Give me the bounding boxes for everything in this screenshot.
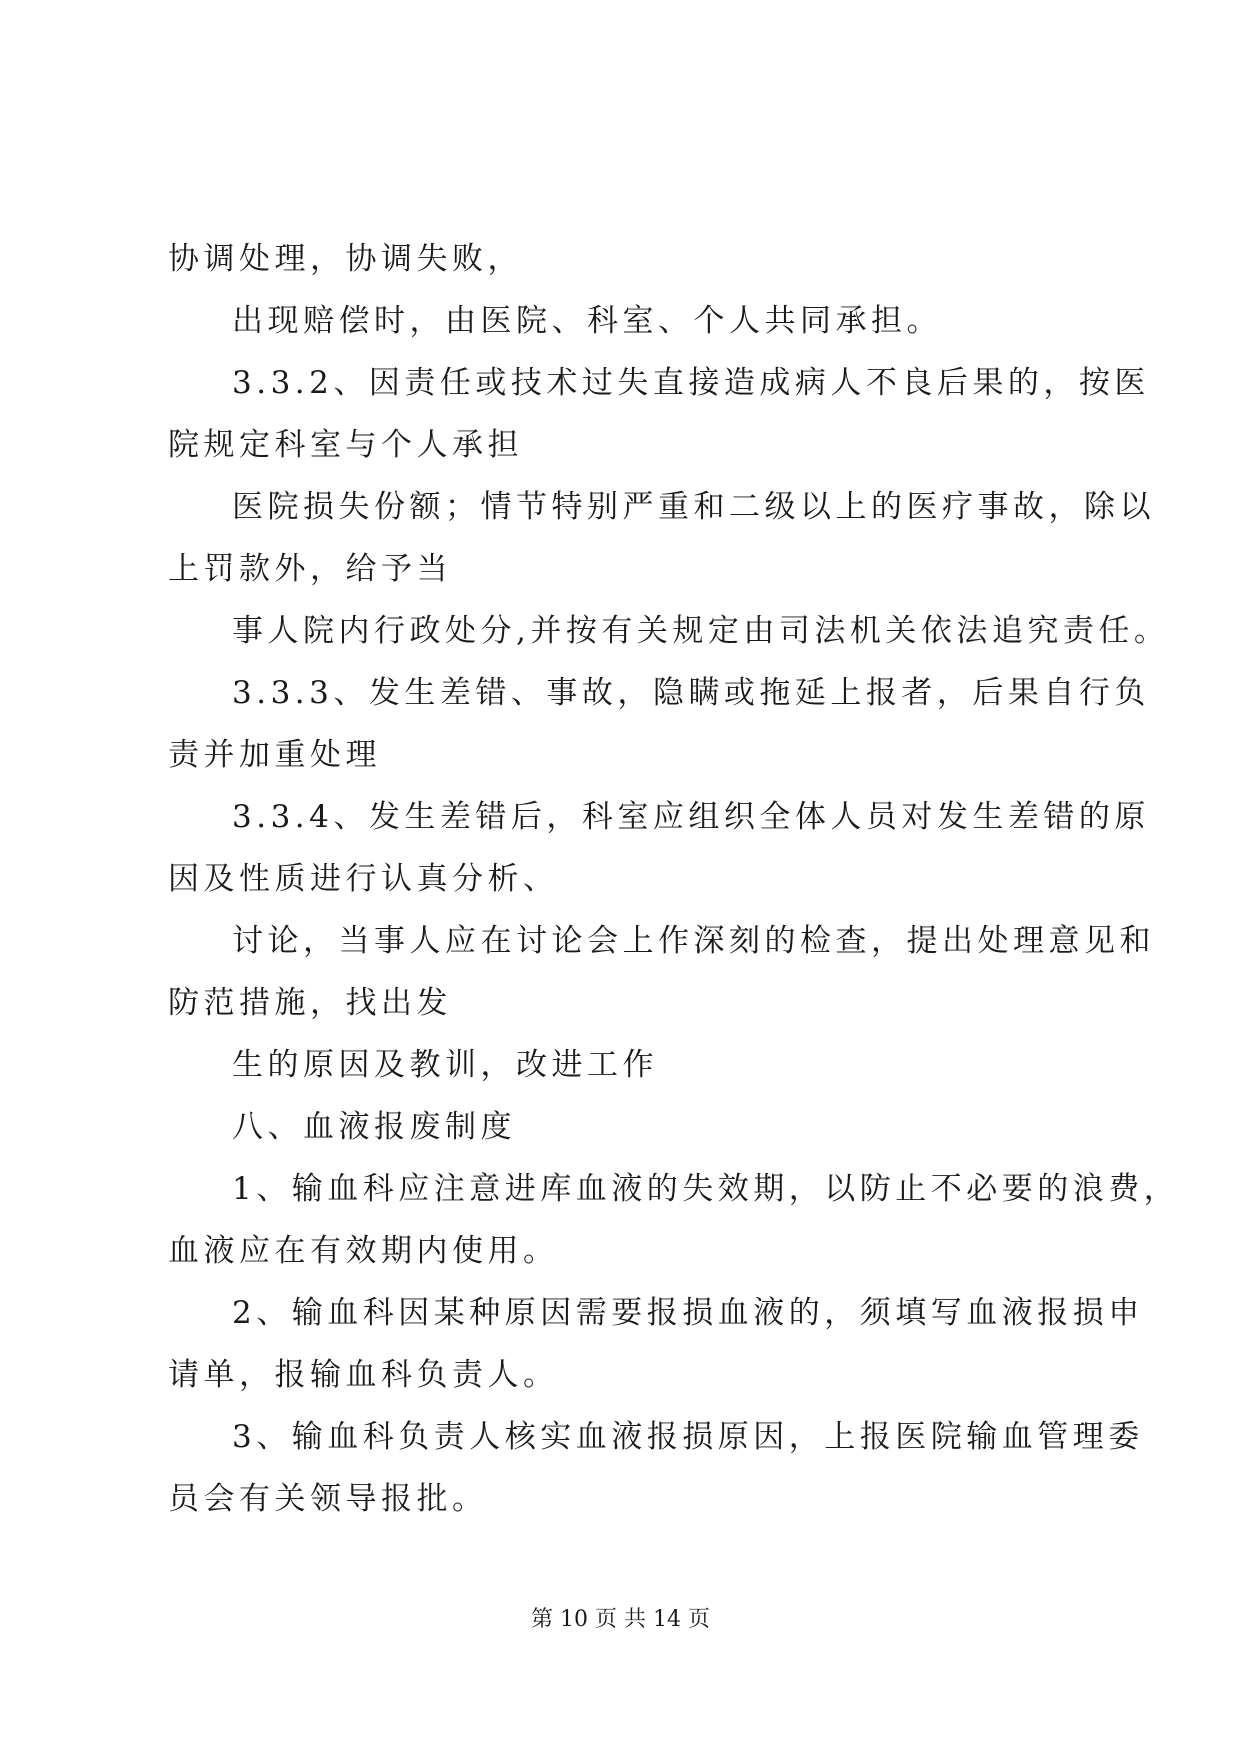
body-line: 防范措施，找出发 <box>168 985 452 1021</box>
body-line: 1、输血科应注意进库血液的失效期，以防止不必要的浪费， <box>232 1171 1180 1207</box>
body-line: 生的原因及教训，改进工作 <box>232 1047 658 1083</box>
body-line: 出现赔偿时，由医院、科室、个人共同承担。 <box>232 303 942 339</box>
body-line: 上罚款外，给予当 <box>168 551 452 587</box>
body-line: 2、输血科因某种原因需要报损血液的，须填写血液报损申 <box>232 1295 1144 1331</box>
body-line: 请单，报输血科负责人。 <box>168 1357 559 1393</box>
page-number-label: 第 10 页 共 14 页 <box>531 1607 710 1632</box>
body-line: 责并加重处理 <box>168 737 381 773</box>
section-heading: 八、血液报废制度 <box>232 1109 516 1145</box>
body-line: 3.3.4、发生差错后，科室应组织全体人员对发生差错的原 <box>232 799 1150 835</box>
page-footer <box>0 1602 1241 1633</box>
body-line: 因及性质进行认真分析、 <box>168 861 559 897</box>
body-line: 3.3.2、因责任或技术过失直接造成病人不良后果的，按医 <box>232 365 1150 401</box>
body-line: 员会有关领导报批。 <box>168 1481 488 1517</box>
document-body <box>168 228 1180 1530</box>
body-line: 协调处理，协调失败， <box>168 241 523 277</box>
body-line: 医院损失份额；情节特别严重和二级以上的医疗事故，除以 <box>232 489 1155 525</box>
body-line: 事人院内行政处分,并按有关规定由司法机关依法追究责任。 <box>232 613 1170 649</box>
body-line: 3.3.3、发生差错、事故，隐瞒或拖延上报者，后果自行负 <box>232 675 1150 711</box>
body-line: 讨论，当事人应在讨论会上作深刻的检查，提出处理意见和 <box>232 923 1155 959</box>
body-line: 3、输血科负责人核实血液报损原因，上报医院输血管理委 <box>232 1419 1144 1455</box>
body-line: 院规定科室与个人承担 <box>168 427 523 463</box>
body-line: 血液应在有效期内使用。 <box>168 1233 559 1269</box>
